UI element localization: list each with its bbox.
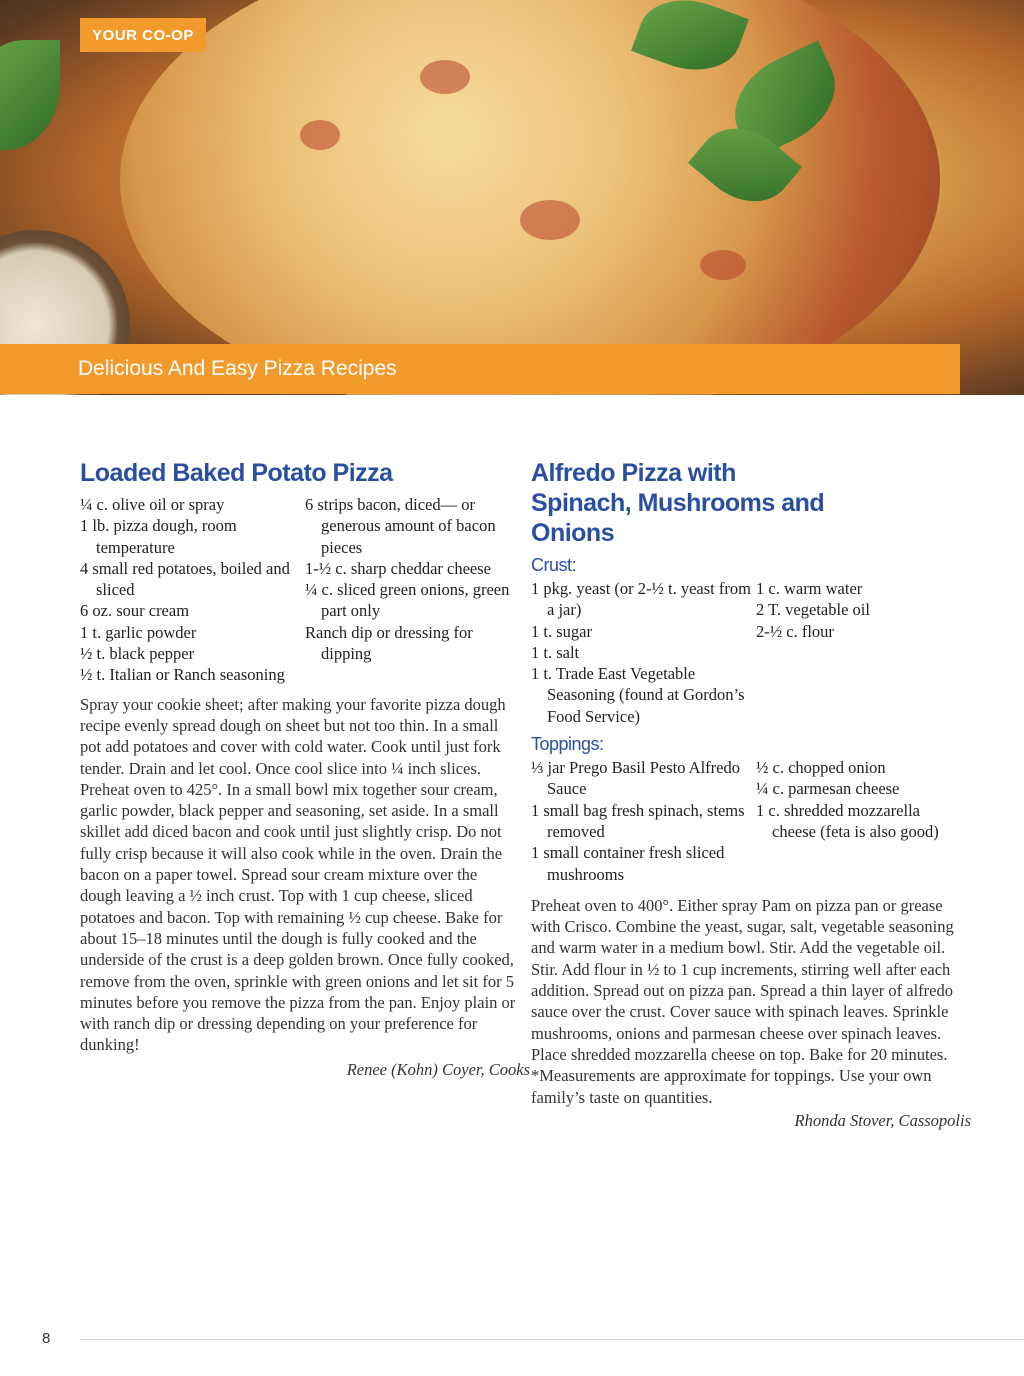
ingredients-column-left [80,494,305,686]
recipe-instructions: Preheat oven to 400°. Either spray Pam on pizza pan or grease with Crisco. Combine the yeast, sugar, salt, vegetable seasoning and warm water in a medium bowl. Stir. Add the vegetable oil. Stir. Add flour in ½ to 1 cup increments, stirring well after each addition. Spread out on pizza pan. Spread a thin layer of alfredo sauce over the crust. Cover sauce with spinach leaves. Sprinkle mushrooms, onions and parmesan cheese over spinach leaves. Place shredded mozzarella cheese on top. Bake for 20 minutes. *Measurements are approximate for toppings. Use your own family’s taste on quantities. [531,895,954,1107]
ingredient-item: 1 c. warm water [756,579,863,598]
hero-pizza-photo [0,0,1024,395]
ingredient-item: 2-½ c. flour [756,621,834,641]
recipe-loaded-baked-potato-pizza [80,458,530,1080]
sauce-spot [520,200,580,240]
crust-heading: Crust: [531,555,577,575]
ingredient-item: 1-½ c. sharp cheddar cheese [305,558,491,578]
ingredient-item: 4 small red potatoes, boiled and sliced [80,558,290,600]
ingredients-block [80,494,520,686]
ingredient-item: ¼ c. olive oil or spray [80,495,225,514]
ingredients-column-right [305,494,515,686]
crust-column-left [531,578,756,727]
ingredient-item: ½ t. Italian or Ranch seasoning [80,665,285,685]
ingredient-item: 6 oz. sour cream [80,601,190,621]
ingredient-item: 1 small container fresh sliced mushrooms [531,843,725,884]
section-tag: YOUR CO-OP [80,18,206,52]
page-number: 8 [42,1330,51,1347]
basil-leaf-graphic [0,40,60,150]
ingredient-item: 6 strips bacon, diced— or generous amount of bacon pieces [305,495,496,557]
recipe-instructions: Spray your cookie sheet; after making your favorite pizza dough recipe evenly spread dough on sheet but not too thin. In a small pot add potatoes and cover with cold water. Cook until just fork tender. Drain and let cool. Once cool slice into ¼ inch slices. Preheat oven to 425°. In a small bowl mix together sour cream, garlic powder, black pepper and seasoning, set aside. In a small skillet add diced bacon and cook until just slightly crisp. Do not fully crisp because it will also cook while in the oven. Drain the bacon on a paper towel. Spread sour cream mixture over the dough leaving a ½ inch crust. Top with 1 cup cheese, sliced potatoes and bacon. Top with remaining ½ cup cheese. Bake for about 15–18 minutes until the dough is fully cooked and the underside of the crust is a deep golden brown. Once fully cooked, remove from the oven, sprinkle with green onions and let sit for 5 minutes before you remove the pizza from the pan. Enjoy plain or with ranch dip or dressing depending on your preference for dunking! [80,694,516,1055]
toppings-heading: Toppings: [531,734,604,755]
ingredient-item: ⅓ jar Prego Basil Pesto Alfredo Sauce [531,758,740,799]
ingredient-item: 1 t. sugar [531,621,592,641]
sauce-spot [300,120,340,150]
ingredient-item: 1 pkg. yeast (or 2-½ t. yeast from a jar) [531,579,751,620]
ingredient-item: 1 t. garlic powder [80,622,197,642]
ingredient-item: ½ c. chopped onion [756,758,886,778]
recipe-title: Alfredo Pizza with Spinach, Mushrooms and Onions [531,459,825,547]
recipe-credit: Renee (Kohn) Coyer, Cooks [346,1059,530,1079]
ingredient-item: 1 t. salt [531,642,580,662]
ingredient-item: ¼ c. sliced green onions, green part only [305,580,510,621]
crust-ingredients-block [531,578,971,727]
ingredient-item: ¼ c. parmesan cheese [756,779,900,799]
recipe-title: Loaded Baked Potato Pizza [80,459,393,487]
ingredient-item: 1 c. shredded mozzarella cheese (feta is also good) [756,800,939,841]
footer-divider [80,1339,1024,1340]
ingredient-item: 1 small bag fresh spinach, stems removed [531,800,745,841]
toppings-column-right [756,757,966,885]
ingredient-item: Ranch dip or dressing for dipping [305,622,473,664]
sauce-spot [420,60,470,94]
recipe-alfredo-pizza [531,458,971,1131]
toppings-ingredients-block [531,757,971,885]
toppings-column-left [531,757,756,885]
sauce-spot [700,250,746,280]
ingredient-item: 2 T. vegetable oil [756,600,870,620]
page-banner-title: Delicious And Easy Pizza Recipes [0,344,960,394]
ingredient-item: ½ t. black pepper [80,644,195,664]
crust-column-right [756,578,966,727]
ingredient-item: 1 lb. pizza dough, room temperature [80,516,237,557]
ingredient-item: 1 t. Trade East Vegetable Seasoning (found at Gordon’s Food Service) [531,664,745,726]
recipe-credit: Rhonda Stover, Cassopolis [794,1110,971,1130]
